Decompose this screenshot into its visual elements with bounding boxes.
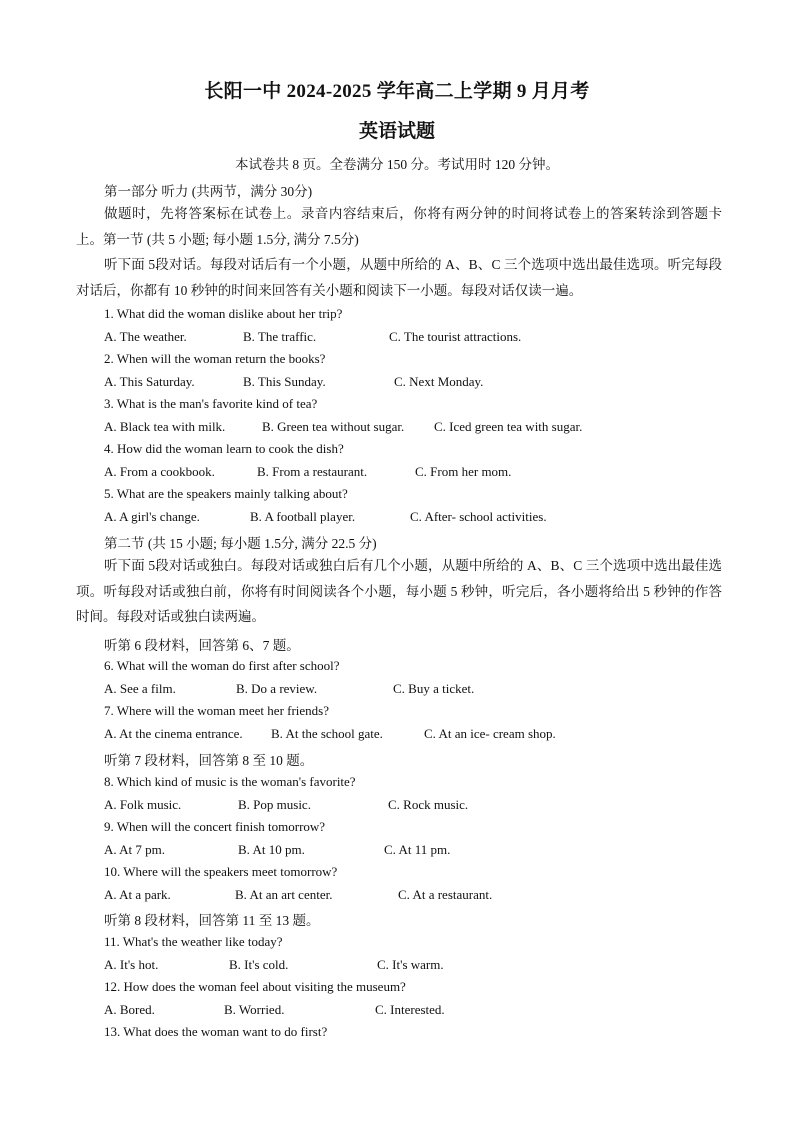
material-6-heading: 听第 6 段材料，回答第 6、7 题。 xyxy=(104,638,300,653)
question-8-option-a: A. Folk music. xyxy=(104,797,182,812)
question-9-option-c: C. At 11 pm. xyxy=(384,842,451,857)
material-7-heading: 听第 7 段材料，回答第 8 至 10 题。 xyxy=(104,753,314,768)
exam-subject: 英语试题 xyxy=(358,121,435,142)
question-12-option-c: C. Interested. xyxy=(375,1002,445,1017)
question-11-option-c: C. It's warm. xyxy=(377,957,444,972)
question-13: 13. What does the woman want to do first? xyxy=(104,1024,328,1039)
section-two-heading: 第二节 (共 15 小题; 每小题 1.5分, 满分 22.5 分) xyxy=(104,536,377,551)
part-one-heading: 第一部分 听力 (共两节，满分 30分) xyxy=(104,184,313,199)
question-10-option-a: A. At a park. xyxy=(104,887,171,902)
question-5: 5. What are the speakers mainly talking about? xyxy=(104,486,348,501)
question-11-option-b: B. It's cold. xyxy=(229,957,289,972)
question-2-option-b: B. This Sunday. xyxy=(243,374,326,389)
question-1: 1. What did the woman dislike about her trip? xyxy=(104,306,343,321)
exam-info: 本试卷共 8 页。全卷满分 150 分。考试用时 120 分钟。 xyxy=(235,157,559,172)
question-12-option-a: A. Bored. xyxy=(104,1002,155,1017)
question-8-option-c: C. Rock music. xyxy=(388,797,469,812)
question-11-option-a: A. It's hot. xyxy=(104,957,159,972)
question-2-option-c: C. Next Monday. xyxy=(394,374,484,389)
question-6-option-c: C. Buy a ticket. xyxy=(393,681,475,696)
question-7-option-b: B. At the school gate. xyxy=(271,726,383,741)
section-two-instructions: 听下面 5段对话或独白。每段对话或独白后有几个小题，从题中所给的 A、B、C 三个选项中选出最佳选项。听每段对话或独白前，你将有时间阅读各个小题，每小题 5 秒钟，听完后，各小题将给出 5 秒钟的作答时间。每段对话或独白读两遍。 xyxy=(76,558,722,624)
question-7: 7. Where will the woman meet her friends? xyxy=(104,703,330,718)
question-6: 6. What will the woman do first after school? xyxy=(104,658,340,673)
material-8-heading: 听第 8 段材料，回答第 11 至 13 题。 xyxy=(104,913,320,928)
question-10-option-b: B. At an art center. xyxy=(235,887,333,902)
question-4-option-c: C. From her mom. xyxy=(415,464,512,479)
exam-title: 长阳一中 2024-2025 学年高二上学期 9 月月考 xyxy=(204,81,590,102)
question-5-option-a: A. A girl's change. xyxy=(104,509,200,524)
question-7-option-c: C. At an ice- cream shop. xyxy=(424,726,556,741)
question-12: 12. How does the woman feel about visiting the museum? xyxy=(104,979,406,994)
question-12-option-b: B. Worried. xyxy=(224,1002,285,1017)
section-one-instructions: 听下面 5段对话。每段对话后有一个小题，从题中所给的 A、B、C 三个选项中选出最佳选项。听完每段对话后，你都有 10 秒钟的时间来回答有关小题和阅读下一小题。每段对话仅读一遍。 xyxy=(76,257,722,298)
question-1-option-b: B. The traffic. xyxy=(243,329,317,344)
question-3-option-c: C. Iced green tea with sugar. xyxy=(434,419,583,434)
question-11: 11. What's the weather like today? xyxy=(104,934,283,949)
question-3-option-a: A. Black tea with milk. xyxy=(104,419,226,434)
question-8: 8. Which kind of music is the woman's favorite? xyxy=(104,774,356,789)
question-2-option-a: A. This Saturday. xyxy=(104,374,195,389)
question-1-option-a: A. The weather. xyxy=(104,329,187,344)
question-4-option-b: B. From a restaurant. xyxy=(257,464,368,479)
question-8-option-b: B. Pop music. xyxy=(238,797,311,812)
question-3-option-b: B. Green tea without sugar. xyxy=(262,419,405,434)
question-10: 10. Where will the speakers meet tomorrow? xyxy=(104,864,338,879)
question-3: 3. What is the man's favorite kind of tea? xyxy=(104,396,318,411)
question-4: 4. How did the woman learn to cook the dish? xyxy=(104,441,344,456)
question-7-option-a: A. At the cinema entrance. xyxy=(104,726,243,741)
question-9: 9. When will the concert finish tomorrow? xyxy=(104,819,326,834)
question-6-option-a: A. See a film. xyxy=(104,681,176,696)
question-2: 2. When will the woman return the books? xyxy=(104,351,326,366)
question-4-option-a: A. From a cookbook. xyxy=(104,464,215,479)
question-9-option-b: B. At 10 pm. xyxy=(238,842,305,857)
question-10-option-c: C. At a restaurant. xyxy=(398,887,493,902)
question-1-option-c: C. The tourist attractions. xyxy=(389,329,522,344)
question-5-option-c: C. After- school activities. xyxy=(410,509,547,524)
part-one-instructions: 做题时，先将答案标在试卷上。录音内容结束后，你将有两分钟的时间将试卷上的答案转涂到答题卡上。第一节 (共 5 小题; 每小题 1.5分, 满分 7.5分) xyxy=(76,206,722,247)
question-9-option-a: A. At 7 pm. xyxy=(104,842,166,857)
question-5-option-b: B. A football player. xyxy=(250,509,356,524)
question-6-option-b: B. Do a review. xyxy=(236,681,318,696)
